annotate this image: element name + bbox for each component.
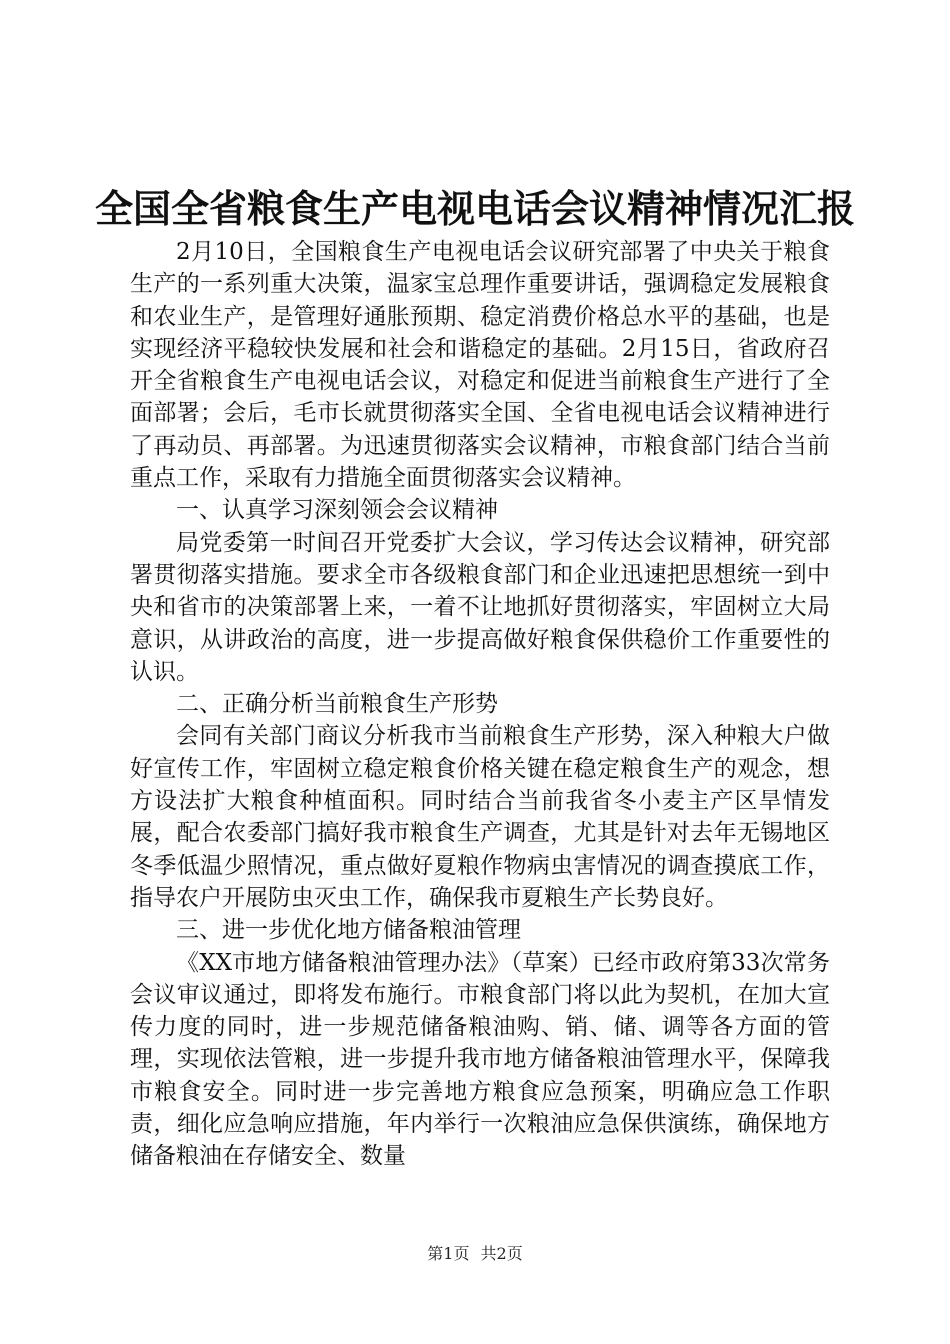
page-number: 第1页 [427, 1244, 470, 1263]
section-heading: 一、认真学习深刻领会会议精神 [176, 497, 498, 524]
document-body [130, 236, 830, 1173]
page-footer [0, 1244, 950, 1264]
section-heading: 二、正确分析当前粮食生产形势 [176, 691, 498, 718]
body-paragraph: 会同有关部门商议分析我市当前粮食生产形势，深入种粮大户做好宣传工作，牢固树立稳定粮食价格关键在稳定粮食生产的观念，想方设法扩大粮食种植面积。同时结合当前我省冬小麦主产区旱情发展，配合农委部门搞好我市粮食生产调查，尤其是针对去年无锡地区冬季低温少照情况，重点做好夏粮作物病虫害情况的调查摸底工作，指导农户开展防虫灭虫工作，确保我市夏粮生产长势良好。 [130, 723, 830, 911]
document-title: 全国全省粮食生产电视电话会议精神情况汇报 [94, 187, 855, 231]
body-paragraph: 2月10日，全国粮食生产电视电话会议研究部署了中央关于粮食生产的一系列重大决策，温家宝总理作重要讲话，强调稳定发展粮食和农业生产，是管理好通胀预期、稳定消费价格总水平的基础，也是实现经济平稳较快发展和社会和谐稳定的基础。2月15日，省政府召开全省粮食生产电视电话会议，对稳定和促进当前粮食生产进行了全面部署；会后，毛市长就贯彻落实全国、全省电视电话会议精神进行了再动员、再部署。为迅速贯彻落实会议精神，市粮食部门结合当前重点工作，采取有力措施全面贯彻落实会议精神。 [130, 239, 830, 492]
section-heading: 三、进一步优化地方储备粮油管理 [176, 917, 521, 944]
body-paragraph: 局党委第一时间召开党委扩大会议，学习传达会议精神，研究部署贯彻落实措施。要求全市各级粮食部门和企业迅速把思想统一到中央和省市的决策部署上来，一着不让地抓好贯彻落实，牢固树立大局意识，从讲政治的高度，进一步提高做好粮食保供稳价工作重要性的认识。 [130, 529, 830, 685]
body-paragraph: 《XX市地方储备粮油管理办法》（草案）已经市政府第33次常务会议审议通过，即将发布施行。市粮食部门将以此为契机，在加大宣传力度的同时，进一步规范储备粮油购、销、储、调等各方面的管理，实现依法管粮，进一步提升我市地方储备粮油管理水平，保障我市粮食安全。同时进一步完善地方粮食应急预案，明确应急工作职责，细化应急响应措施，年内举行一次粮油应急保供演练，确保地方储备粮油在存储安全、数量 [130, 949, 830, 1170]
page-total: 共2页 [480, 1244, 523, 1263]
